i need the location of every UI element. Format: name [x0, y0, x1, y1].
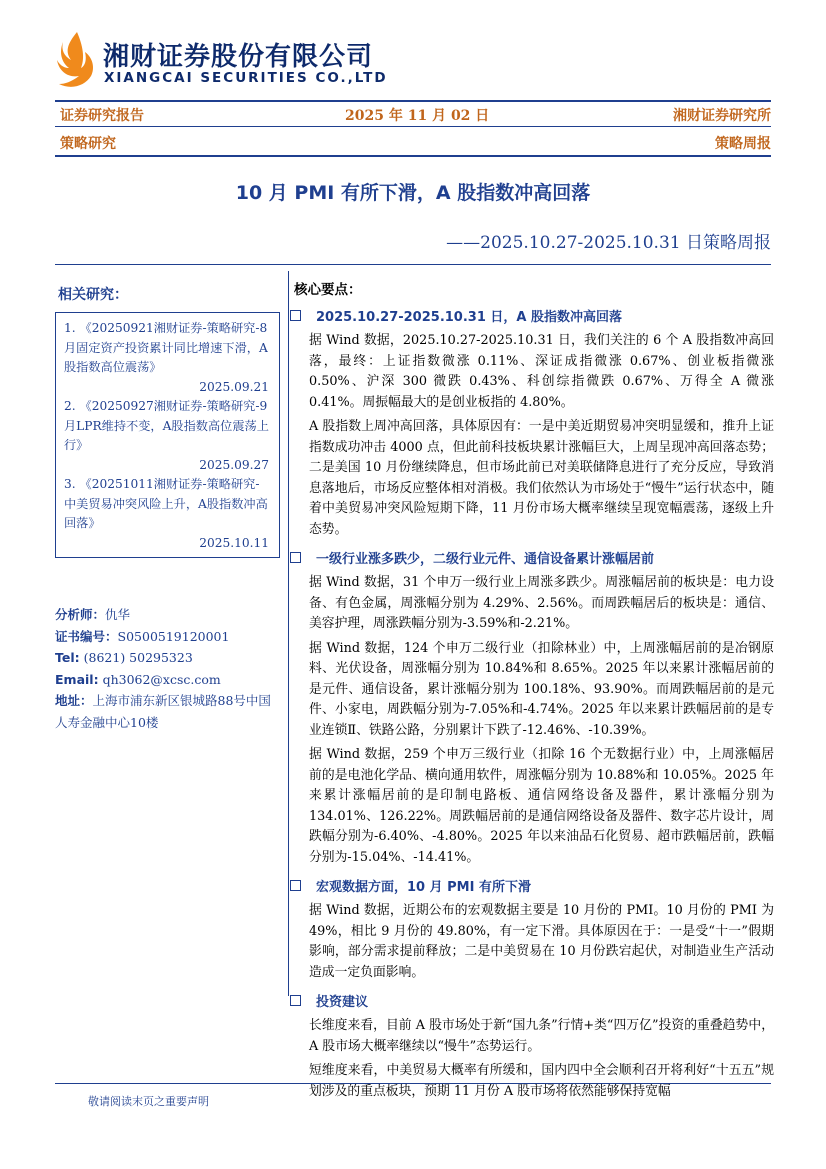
paragraph: 据 Wind 数据，31 个申万一级行业上周涨多跌少。周涨幅居前的板块是：电力设备、有色金属，周涨幅分别为 4.29%、2.56%。而周跌幅居后的板块是：通信、美容护理，周涨跌幅分别为-3.59%和-2.21%。	[309, 575, 774, 631]
related-item[interactable]: 3. 《20251011湘财证券-策略研究-中美贸易冲突风险上升，A股指数冲高回落》 2025.10.11	[64, 477, 269, 550]
analyst-name: 仇华	[105, 607, 131, 622]
paragraph: 据 Wind 数据，近期公布的宏观数据主要是 10 月份的 PMI。10 月份的 PMI 为 49%，相比 9 月份的 49.80%，有一定下滑。具体原因在于：一是受“十一”假期影响，部分需求提前释放；二是中美贸易在 10 月份跌宕起伏，对制造业生产活动造成一定负面影响。	[309, 903, 774, 980]
paragraph: 据 Wind 数据，124 个申万二级行业（扣除林业）中，上周涨幅居前的是冶钢原料、光伏设备，周涨幅分别为 10.84%和 8.65%。2025 年以来累计涨幅居前的是元件、通信设备，累计涨幅分别为 100.18%、93.90%。而周跌幅居前的是元件、小家电，周跌幅分别为-7.05%和-4.74%。2025 年以来累计跌幅居前的是专业连锁Ⅱ、铁路公路，分别累计下跌了-12.46%、-10.39%。	[309, 640, 774, 738]
checkbox-bullet-icon	[290, 995, 301, 1006]
section-heading: 一级行业涨多跌少，二级行业元件、通信设备累计涨幅居前	[290, 548, 774, 567]
report-date: 2025 年 11 月 02 日	[345, 108, 490, 124]
tel-label: Tel:	[55, 650, 80, 665]
cert-label: 证书编号：	[55, 628, 118, 644]
section-heading: 宏观数据方面，10 月 PMI 有所下滑	[290, 876, 774, 895]
column-divider	[288, 271, 289, 996]
section-heading: 投资建议	[290, 991, 774, 1010]
email-link[interactable]: qh3062@xcsc.com	[102, 671, 221, 687]
header-divider-top	[55, 100, 771, 102]
paragraph: 长维度来看，目前 A 股市场处于新“国九条”行情+类“四万亿”投资的重叠趋势中，A 股市场大概率继续以“慢牛”态势运行。	[309, 1018, 774, 1054]
related-item[interactable]: 1. 《20250921湘财证券-策略研究-8月固定资产投资累计同比增速下滑，A股指数高位震荡》 2025.09.21	[64, 321, 269, 394]
checkbox-bullet-icon	[290, 552, 301, 563]
tel-number: (8621) 50295323	[83, 650, 193, 665]
company-logo-icon	[55, 30, 97, 90]
paragraph: 短维度来看，中美贸易大概率有所缓和，国内四中全会顺利召开将利好“十五五”规划涉及的重点板块，预期 11 月份 A 股市场将依然能够保持宽幅	[309, 1063, 774, 1099]
company-name-en: XIANGCAI SECURITIES CO.,LTD	[104, 70, 388, 86]
related-heading: 相关研究：	[58, 287, 128, 303]
page-title: 10 月 PMI 有所下滑，A 股指数冲高回落	[235, 182, 591, 204]
address-label: 地址：	[55, 693, 93, 708]
company-name-cn: 湘财证券股份有限公司	[103, 42, 374, 72]
paragraph: 据 Wind 数据，259 个申万三级行业（扣除 16 个无数据行业）中，上周涨幅居前的是电池化学品、横向通用软件，周涨幅分别为 10.88%和 10.05%。2025 年来累计涨幅居前的是印制电路板、通信网络设备及器件，累计涨幅分别为 134.01%、126.22%。周跌幅居前的是通信网络设备及器件、数字芯片设计，周跌幅分别为-6.40%、-4.80%。2025 年以来油品石化贸易、超市跌幅居前，跌幅分别为-15.04%、-14.41%。	[309, 747, 774, 865]
related-list	[55, 313, 280, 558]
footer-disclaimer: 敬请阅读末页之重要声明	[88, 1095, 209, 1108]
related-item[interactable]: 2. 《20250927湘财证券-策略研究-9月LPR维持不变，A股指数高位震荡上行》 2025.09.27	[64, 399, 269, 472]
report-type: 证券研究报告	[60, 108, 144, 124]
core-heading: 核心要点：	[294, 282, 362, 298]
address-text: 上海市浦东新区银城路88号中国人寿金融中心10楼	[55, 693, 271, 730]
analyst-label: 分析师：	[55, 607, 106, 622]
email-label: Email:	[55, 671, 99, 687]
main-content	[290, 278, 774, 1106]
report-category: 策略研究	[60, 136, 116, 152]
sidebar	[55, 271, 280, 733]
title-divider	[55, 264, 771, 265]
paragraph: 据 Wind 数据，2025.10.27-2025.10.31 日，我们关注的 6 个 A 股指数冲高回落，最终：上证指数微涨 0.11%、深证成指微涨 0.67%、创业板指微涨 0.50%、沪深 300 微跌 0.43%、科创综指微跌 0.67%、万得全 A 微涨 0.41%。周振幅最大的是创业板指的 4.80%。	[309, 333, 774, 410]
checkbox-bullet-icon	[290, 310, 301, 321]
section-heading: 2025.10.27-2025.10.31 日，A 股指数冲高回落	[290, 306, 774, 325]
paragraph: A 股指数上周冲高回落，具体原因有：一是中美近期贸易冲突明显缓和，推升上证指数成功冲击 4000 点，但此前科技板块累计涨幅巨大，上周呈现冲高回落态势；二是美国 10 月份继续降息，但市场此前已对美联储降息进行了充分反应，导致消息落地后，市场反应整体相对消极。我们依然认为市场处于“慢牛”运行状态中，随着中美贸易冲突风险短期下降，11 月份市场大概率继续呈现宽幅震荡，逐级上升态势。	[309, 419, 774, 537]
page-subtitle: ——2025.10.27-2025.10.31 日策略周报	[446, 233, 771, 253]
cert-number: S0500519120001	[117, 628, 230, 644]
institute-name: 湘财证券研究所	[673, 108, 771, 124]
report-kind: 策略周报	[715, 136, 771, 152]
footer-divider	[55, 1083, 771, 1084]
checkbox-bullet-icon	[290, 880, 301, 891]
analyst-info	[55, 604, 280, 733]
header-divider-bottom	[55, 155, 771, 157]
header-divider-mid	[55, 126, 771, 127]
